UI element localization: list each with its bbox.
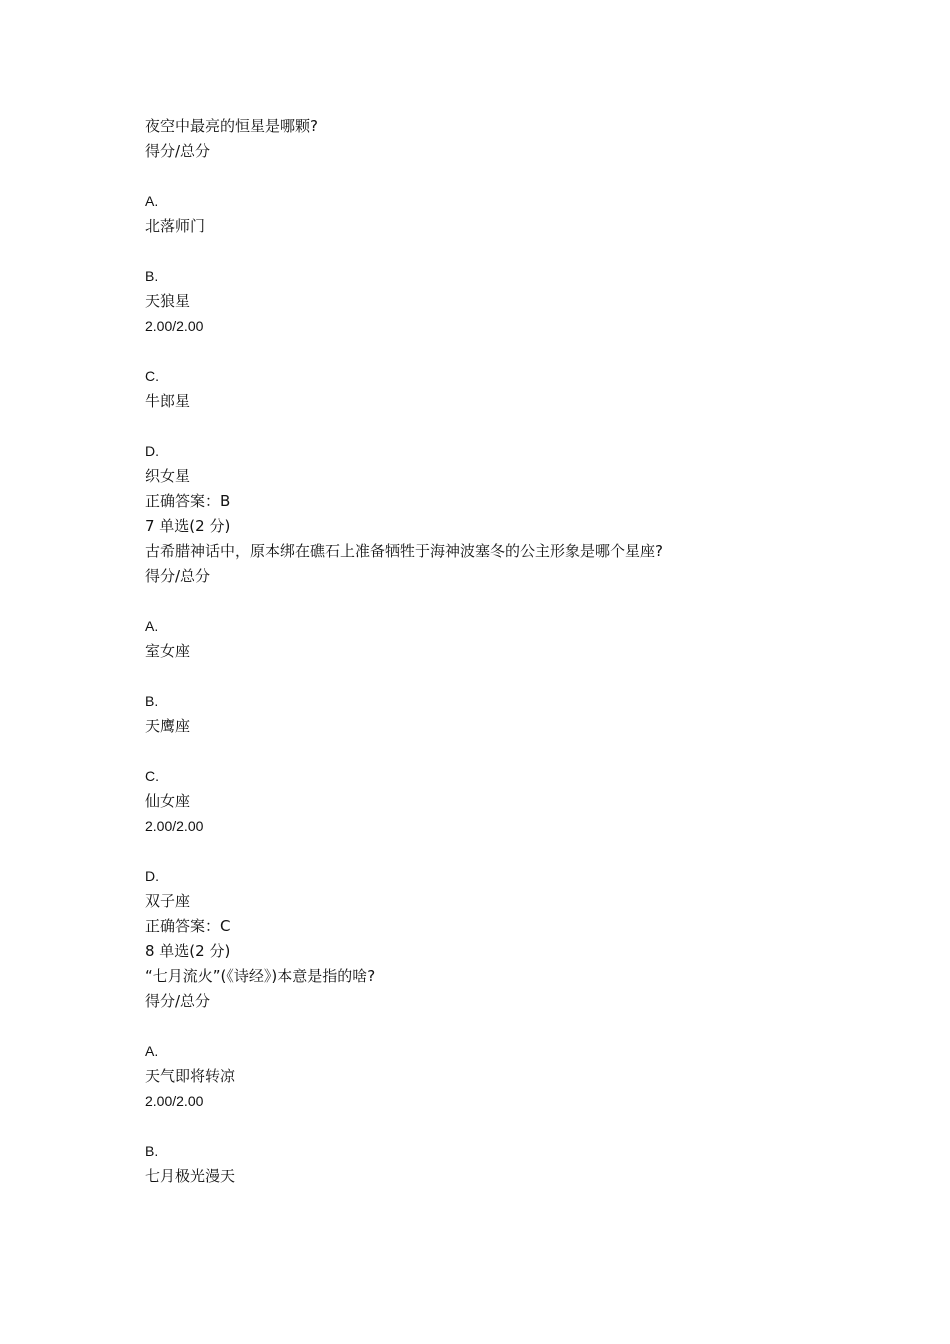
option-text: 天狼星 [145, 292, 191, 310]
option-letter: A. [145, 1043, 159, 1059]
spacer [145, 164, 865, 189]
option-text: 室女座 [145, 642, 191, 660]
correct-answer: 正确答案：B [145, 492, 231, 510]
option-letter: A. [145, 193, 159, 209]
question-block [145, 114, 865, 514]
spacer [145, 664, 865, 689]
option-text: 仙女座 [145, 792, 191, 810]
option-text: 天鹰座 [145, 717, 191, 735]
question-block [145, 514, 865, 939]
option-score: 2.00/2.00 [145, 818, 204, 834]
option-letter: B. [145, 693, 159, 709]
spacer [145, 839, 865, 864]
spacer [145, 739, 865, 764]
question-header: 8 单选(2 分) [145, 942, 231, 960]
spacer [145, 1114, 865, 1139]
spacer [145, 414, 865, 439]
spacer [145, 339, 865, 364]
option-letter: B. [145, 1143, 159, 1159]
score-label: 得分/总分 [145, 142, 211, 160]
option-letter: D. [145, 443, 159, 459]
option-text: 牛郎星 [145, 392, 191, 410]
option-text: 天气即将转凉 [145, 1067, 236, 1085]
option-letter: B. [145, 268, 159, 284]
option-text: 七月极光漫天 [145, 1167, 236, 1185]
option-text: 北落师门 [145, 217, 206, 235]
option-score: 2.00/2.00 [145, 1093, 204, 1109]
option-text: 织女星 [145, 467, 191, 485]
option-letter: C. [145, 368, 159, 384]
question-text: “七月流火”(《诗经》)本意是指的啥? [145, 967, 376, 985]
spacer [145, 239, 865, 264]
option-text: 双子座 [145, 892, 191, 910]
correct-answer: 正确答案：C [145, 917, 231, 935]
question-text: 夜空中最亮的恒星是哪颗? [145, 117, 318, 135]
option-letter: C. [145, 768, 159, 784]
spacer [145, 589, 865, 614]
question-text: 古希腊神话中，原本绑在礁石上准备牺牲于海神波塞冬的公主形象是哪个星座? [145, 542, 663, 560]
quiz-content [145, 114, 865, 1189]
question-block [145, 939, 865, 1189]
score-label: 得分/总分 [145, 992, 211, 1010]
option-score: 2.00/2.00 [145, 318, 204, 334]
option-letter: D. [145, 868, 159, 884]
option-letter: A. [145, 618, 159, 634]
question-header: 7 单选(2 分) [145, 517, 231, 535]
score-label: 得分/总分 [145, 567, 211, 585]
spacer [145, 1014, 865, 1039]
